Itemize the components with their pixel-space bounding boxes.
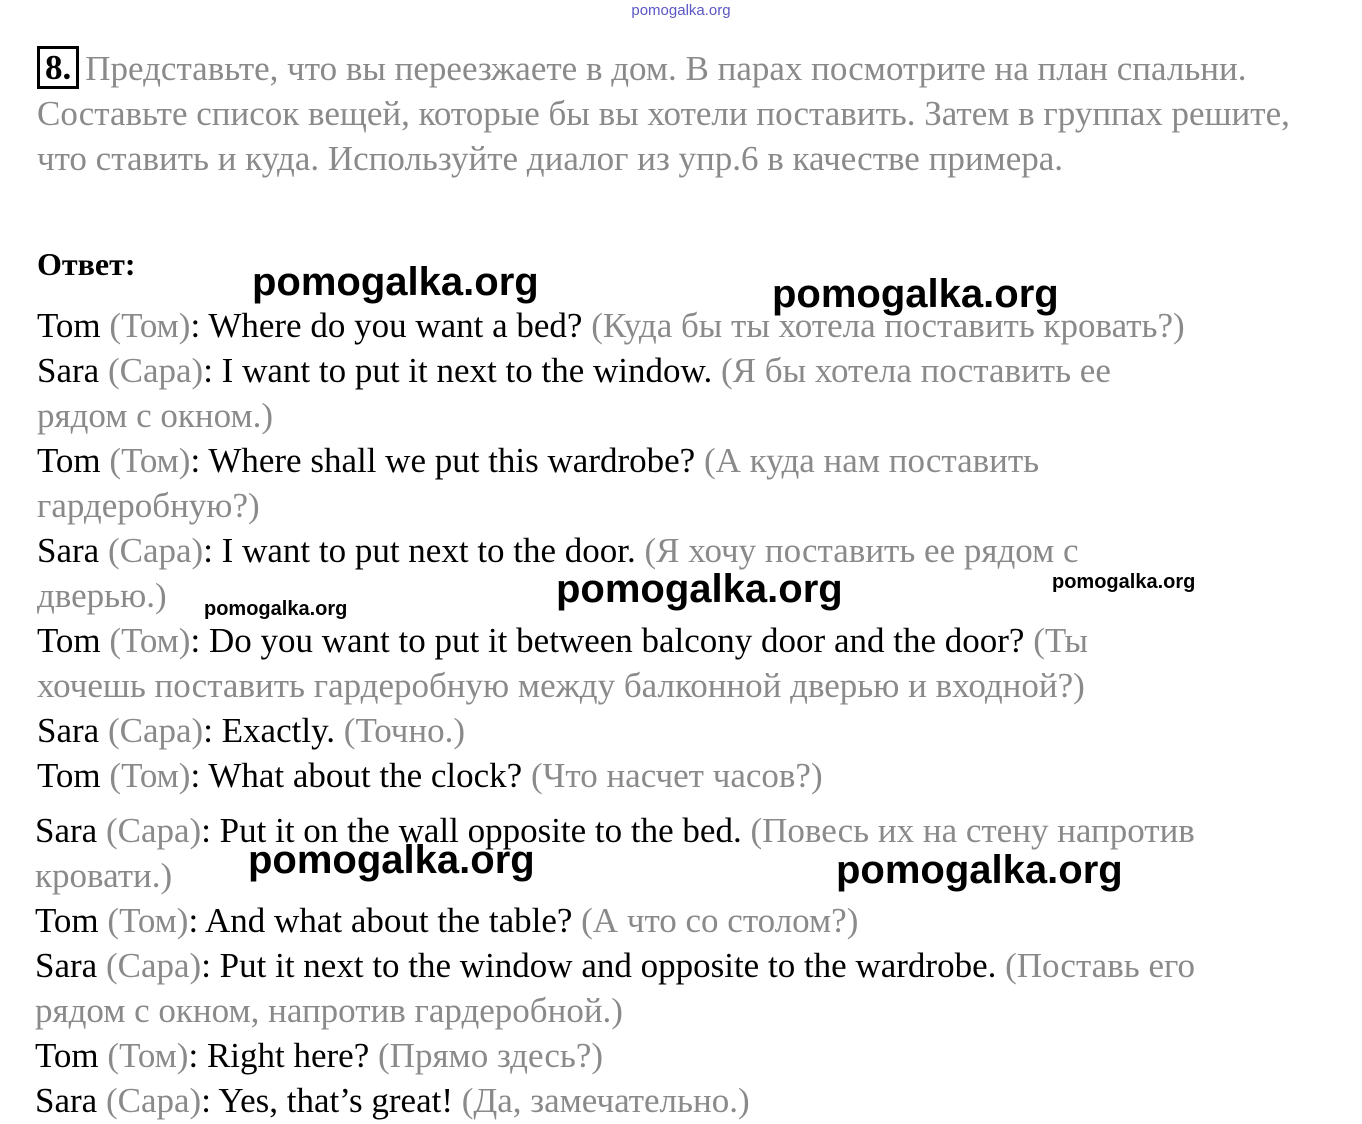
dialog-block-2 — [35, 808, 1330, 1123]
top-watermark: pomogalka.org — [631, 2, 731, 19]
watermark: pomogalka.org — [204, 598, 348, 620]
line-translation: (Куда бы ты хотела поставить кровать?) — [591, 306, 1185, 345]
speaker: Tom — [37, 441, 101, 480]
watermark: pomogalka.org — [1052, 571, 1196, 593]
line-translation: (Я бы хотела поставить ее — [721, 351, 1111, 390]
task-statement — [37, 46, 1327, 181]
line-translation: (А куда нам поставить — [703, 441, 1040, 480]
line-text: Do you want to put it between balcony door and the door? — [208, 621, 1034, 660]
line-translation: дверью.) — [37, 576, 167, 615]
line-translation: (А что со столом?) — [581, 901, 859, 940]
speaker-translation: (Том) — [109, 621, 191, 660]
line-translation: хочешь поставить гардеробную между балконной дверью и входной?) — [37, 666, 1085, 705]
speaker: Tom — [37, 621, 101, 660]
speaker-translation: (Том) — [109, 756, 191, 795]
speaker: Sara — [35, 811, 98, 850]
line-text: Exactly. — [221, 711, 344, 750]
line-text: Put it on the wall opposite to the bed. — [219, 811, 751, 850]
speaker-separator: : — [203, 711, 222, 750]
speaker: Tom — [37, 306, 101, 345]
line-text: And what about the table? — [205, 901, 582, 940]
task-text: Представьте, что вы переезжаете в дом. В парах посмотрите на план спальни. Составьте список вещей, которые бы вы хотели поставить. Затем в группах решите, что ставить и куда. Используйте диалог из упр.6 в качестве примера. — [37, 49, 1290, 178]
watermark: pomogalka.org — [556, 567, 843, 611]
speaker-separator: : — [203, 351, 222, 390]
speaker-separator: : — [203, 531, 222, 570]
dialog-line — [37, 348, 1332, 393]
speaker-translation: (Сара) — [107, 711, 204, 750]
line-translation: (Ты — [1033, 621, 1089, 660]
watermark: pomogalka.org — [772, 272, 1059, 316]
dialog-line — [37, 753, 1332, 798]
speaker: Tom — [37, 756, 101, 795]
watermark: pomogalka.org — [836, 848, 1123, 892]
speaker: Sara — [37, 531, 100, 570]
line-translation: (Точно.) — [343, 711, 466, 750]
line-translation: рядом с окном.) — [37, 396, 274, 435]
speaker: Sara — [35, 1081, 98, 1120]
speaker-separator: : — [188, 901, 206, 940]
line-translation: (Что насчет часов?) — [530, 756, 823, 795]
line-translation: кровати.) — [35, 856, 173, 895]
speaker: Sara — [37, 351, 100, 390]
line-text: Yes, that’s great! — [218, 1081, 462, 1120]
line-text: Right here? — [206, 1036, 379, 1075]
speaker-separator: : — [201, 811, 220, 850]
dialog-line — [35, 808, 1330, 853]
dialog-line — [35, 943, 1330, 988]
speaker-separator: : — [201, 1081, 219, 1120]
speaker-translation: (Сара) — [105, 811, 202, 850]
dialog-line — [37, 663, 1332, 708]
dialog-line — [35, 1033, 1330, 1078]
speaker-separator: : — [201, 946, 220, 985]
dialog-line — [37, 483, 1332, 528]
task-number-box: 8. — [37, 46, 79, 89]
dialog-block-1 — [37, 303, 1332, 798]
dialog-line — [37, 708, 1332, 753]
speaker-separator: : — [190, 756, 209, 795]
speaker-translation: (Сара) — [107, 351, 204, 390]
dialog-line — [35, 1078, 1330, 1123]
line-text: I want to put next to the door. — [221, 531, 645, 570]
speaker-separator: : — [190, 441, 209, 480]
speaker-translation: (Том) — [109, 306, 191, 345]
dialog-line — [37, 303, 1332, 348]
speaker-translation: (Сара) — [107, 531, 204, 570]
line-text: Put it next to the window and opposite to the wardrobe. — [219, 946, 1006, 985]
dialog-line — [35, 898, 1330, 943]
speaker-separator: : — [190, 306, 209, 345]
line-translation: (Поставь его — [1005, 946, 1195, 985]
speaker-translation: (Сара) — [105, 946, 202, 985]
line-text: What about the clock? — [208, 756, 531, 795]
line-translation: (Прямо здесь?) — [378, 1036, 604, 1075]
speaker-separator: : — [190, 621, 209, 660]
speaker: Sara — [35, 946, 98, 985]
line-text: Where shall we put this wardrobe? — [208, 441, 704, 480]
line-translation: (Я хочу поставить ее рядом с — [644, 531, 1079, 570]
speaker: Tom — [35, 901, 99, 940]
line-translation: рядом с окном, напротив гардеробной.) — [35, 991, 623, 1030]
line-translation: (Повесь их на стену напротив — [750, 811, 1195, 850]
speaker: Tom — [35, 1036, 99, 1075]
speaker-translation: (Сара) — [105, 1081, 202, 1120]
line-text: Where do you want a bed? — [208, 306, 592, 345]
speaker-translation: (Том) — [107, 901, 189, 940]
speaker-translation: (Том) — [109, 441, 191, 480]
watermark: pomogalka.org — [248, 838, 535, 882]
dialog-line — [37, 393, 1332, 438]
speaker-translation: (Том) — [107, 1036, 189, 1075]
dialog-line — [35, 853, 1330, 898]
watermark: pomogalka.org — [252, 260, 539, 304]
dialog-line — [37, 438, 1332, 483]
line-translation: гардеробную?) — [37, 486, 260, 525]
speaker: Sara — [37, 711, 100, 750]
speaker-separator: : — [188, 1036, 207, 1075]
dialog-line — [35, 988, 1330, 1033]
answer-label: Ответ: — [37, 246, 136, 282]
line-text: I want to put it next to the window. — [221, 351, 722, 390]
line-translation: (Да, замечательно.) — [461, 1081, 750, 1120]
dialog-line — [37, 618, 1332, 663]
